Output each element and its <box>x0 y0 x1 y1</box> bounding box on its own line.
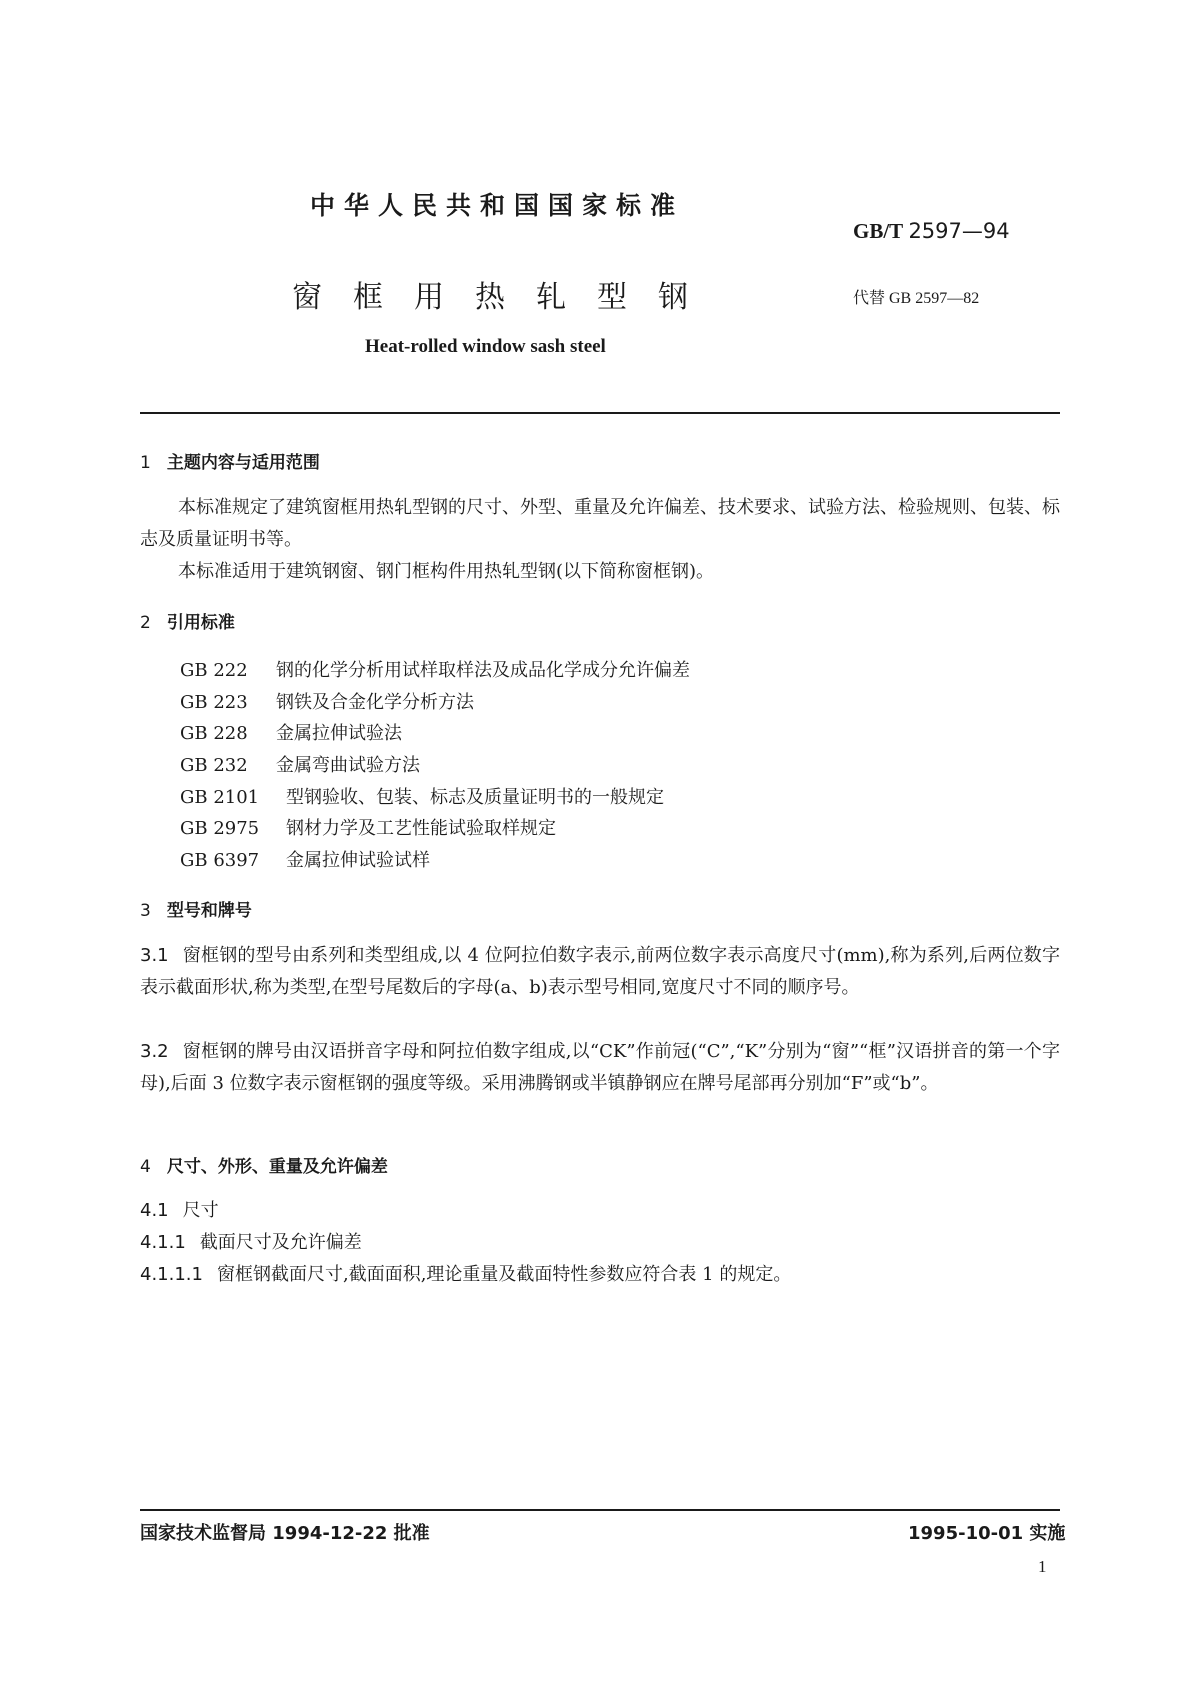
reference-code: GB 2975 <box>180 818 260 840</box>
footer-divider <box>140 1509 1060 1511</box>
section-2-number: 2 <box>140 613 151 633</box>
reference-item <box>180 751 690 783</box>
standard-code-number: 2597—94 <box>908 219 1010 243</box>
reference-item <box>180 814 690 846</box>
reference-item <box>180 656 690 688</box>
clause-3-2 <box>140 1036 1060 1100</box>
reference-item <box>180 719 690 751</box>
clause-4-1-1 <box>140 1228 362 1254</box>
section-3-title: 型号和牌号 <box>166 901 252 921</box>
section-4-heading <box>140 1152 388 1177</box>
replaces-note: 代替 GB 2597—82 <box>853 290 980 307</box>
reference-item <box>180 688 690 720</box>
section-2-heading <box>140 608 235 633</box>
clause-3-2-text: 窗框钢的牌号由汉语拼音字母和阿拉伯数字组成,以“CK”作前冠(“C”,“K”分别为“窗”“框”汉语拼音的第一个字母),后面 3 位数字表示窗框钢的强度等级。采用沸腾钢或半镇静钢应在牌号尾部再分别加“F”或“b”。 <box>140 1041 1060 1094</box>
reference-code: GB 6397 <box>180 850 260 872</box>
clause-3-1-number: 3.1 <box>140 945 169 966</box>
section-3-heading <box>140 896 252 921</box>
clause-4-1-number: 4.1 <box>140 1200 169 1221</box>
reference-code: GB 2101 <box>180 786 260 808</box>
reference-item <box>180 783 690 815</box>
reference-title: 钢铁及合金化学分析方法 <box>276 691 474 713</box>
reference-code: GB 232 <box>180 755 248 777</box>
clause-4-1-1-number: 4.1.1 <box>140 1232 186 1253</box>
reference-code: GB 222 <box>180 660 248 681</box>
document-title-cn: 窗框用热轧型钢 <box>292 280 719 315</box>
reference-list <box>180 656 690 878</box>
document-title-en: Heat-rolled window sash steel <box>365 336 606 357</box>
reference-code: GB 223 <box>180 691 248 713</box>
reference-title: 金属拉伸试验法 <box>276 723 402 745</box>
header-divider <box>140 412 1060 414</box>
section-2-title: 引用标准 <box>166 613 235 633</box>
section-4-title: 尺寸、外形、重量及允许偏差 <box>166 1157 388 1177</box>
section-1-number: 1 <box>140 453 151 473</box>
reference-item <box>180 846 690 878</box>
standard-authority: 中华人民共和国国家标准 <box>310 191 685 220</box>
reference-code: GB 228 <box>180 723 248 745</box>
clause-4-1-1-1-text: 窗框钢截面尺寸,截面面积,理论重量及截面特性参数应符合表 1 的规定。 <box>216 1264 792 1285</box>
section-1-title: 主题内容与适用范围 <box>166 453 320 473</box>
section-1-heading <box>140 448 320 473</box>
clause-4-1-1-1 <box>140 1260 791 1286</box>
reference-title: 金属拉伸试验试样 <box>286 850 430 872</box>
section-4-number: 4 <box>140 1157 151 1177</box>
clause-4-1 <box>140 1196 219 1222</box>
clause-3-1-text: 窗框钢的型号由系列和类型组成,以 4 位阿拉伯数字表示,前两位数字表示高度尺寸(mm),称为系列,后两位数字表示截面形状,称为类型,在型号尾数后的字母(a、b)表示型号相同,宽度尺寸不同的顺序号。 <box>140 945 1060 998</box>
standard-code-prefix: GB/T <box>853 219 904 243</box>
reference-title: 型钢验收、包装、标志及质量证明书的一般规定 <box>286 786 664 808</box>
reference-title: 钢的化学分析用试样取样法及成品化学成分允许偏差 <box>276 660 690 681</box>
approval-date: 国家技术监督局 1994-12-22 批准 <box>140 1523 430 1544</box>
clause-4-1-1-text: 截面尺寸及允许偏差 <box>199 1232 362 1253</box>
clause-3-1 <box>140 940 1060 1004</box>
section-1-paragraph-1: 本标准规定了建筑窗框用热轧型钢的尺寸、外型、重量及允许偏差、技术要求、试验方法、检验规则、包装、标志及质量证明书等。 <box>140 497 1060 550</box>
standard-code <box>853 219 1010 244</box>
page-number: 1 <box>1038 1557 1047 1576</box>
clause-4-1-1-1-number: 4.1.1.1 <box>140 1264 203 1285</box>
effective-date: 1995-10-01 实施 <box>908 1523 1066 1544</box>
section-3-number: 3 <box>140 901 151 921</box>
reference-title: 钢材力学及工艺性能试验取样规定 <box>286 818 556 840</box>
clause-3-2-number: 3.2 <box>140 1041 169 1062</box>
clause-4-1-text: 尺寸 <box>182 1200 219 1221</box>
reference-title: 金属弯曲试验方法 <box>276 755 420 777</box>
section-1-paragraph-2: 本标准适用于建筑钢窗、钢门框构件用热轧型钢(以下简称窗框钢)。 <box>178 561 715 582</box>
